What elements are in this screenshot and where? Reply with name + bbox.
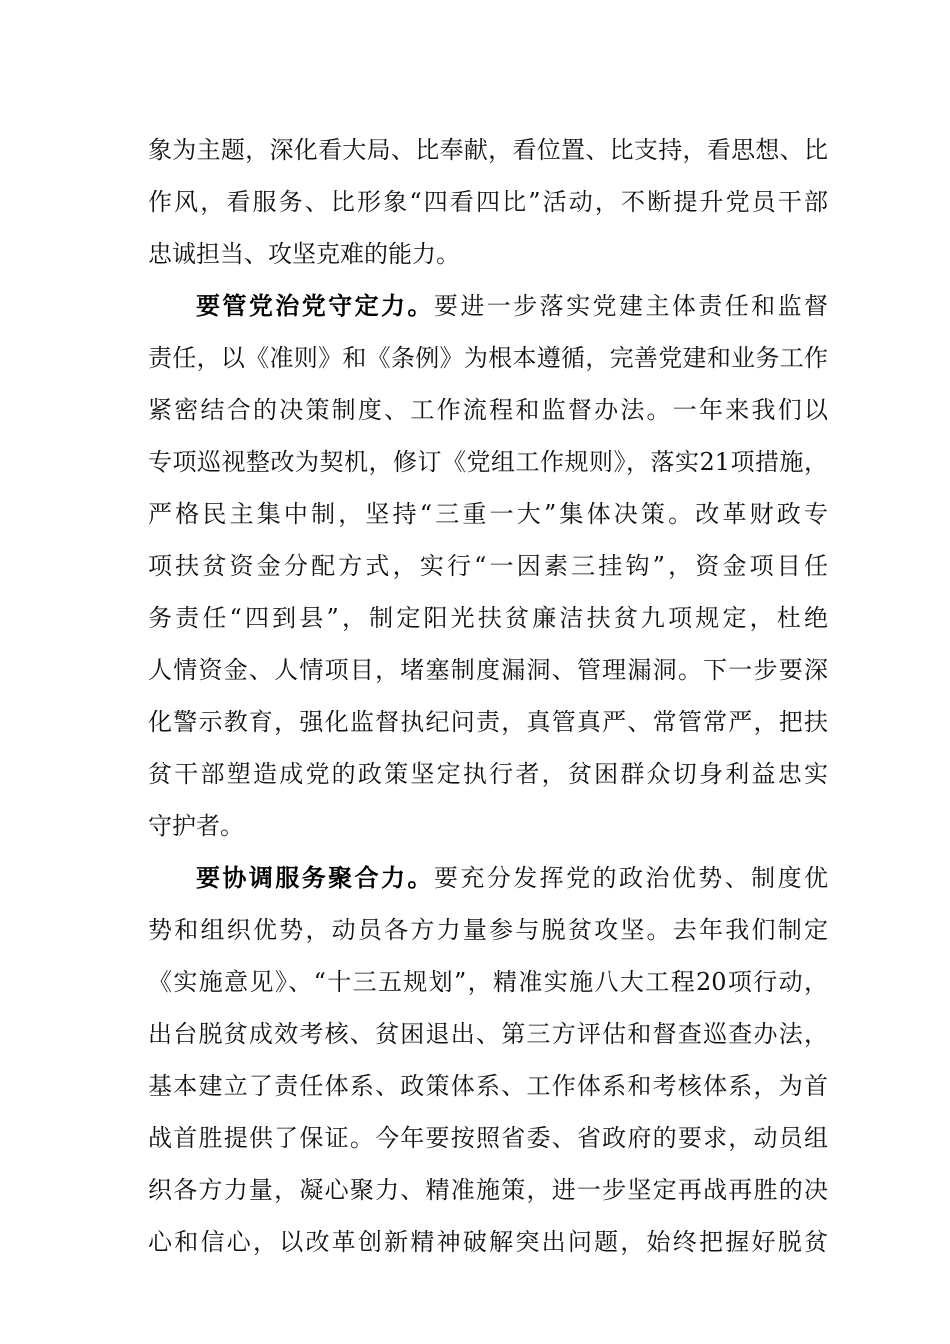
text-line: 人情资金、人情项目，堵塞制度漏洞、管理漏洞。下一步要深 bbox=[148, 656, 828, 684]
text-line: 出台脱贫成效考核、贫困退出、第三方评估和督查巡查办法， bbox=[148, 1020, 828, 1048]
text-run: 要充分发挥党的政治优势、制度优 bbox=[433, 864, 829, 892]
paragraph-first-line bbox=[196, 856, 828, 900]
text-line: 织各方力量，凝心聚力、精准施策，进一步坚定再战再胜的决 bbox=[148, 1176, 828, 1204]
text-line: 严格民主集中制，坚持“三重一大”集体决策。改革财政专 bbox=[148, 500, 828, 528]
text-line: 紧密结合的决策制度、工作流程和监督办法。一年来我们以 bbox=[148, 396, 828, 424]
text-line: 守护者。 bbox=[148, 812, 244, 840]
text-line: 作风，看服务、比形象“四看四比”活动，不断提升党员干部 bbox=[148, 188, 828, 216]
text-line: 心和信心，以改革创新精神破解突出问题，始终把握好脱贫 bbox=[148, 1228, 828, 1256]
text-line: 基本建立了责任体系、政策体系、工作体系和考核体系，为首 bbox=[148, 1072, 828, 1100]
text-line: 战首胜提供了保证。今年要按照省委、省政府的要求，动员组 bbox=[148, 1124, 828, 1152]
text-run: 要进一步落实党建主体责任和监督 bbox=[433, 292, 829, 320]
paragraph-heading: 要管党治党守定力。 bbox=[196, 291, 434, 320]
text-line: 项扶贫资金分配方式，实行“一因素三挂钩”，资金项目任 bbox=[148, 552, 828, 580]
paragraph-heading: 要协调服务聚合力。 bbox=[196, 863, 434, 892]
text-line: 《实施意见》、“十三五规划”，精准实施八大工程20项行动， bbox=[148, 968, 828, 996]
text-line: 专项巡视整改为契机，修订《党组工作规则》，落实21项措施， bbox=[148, 448, 828, 476]
text-line: 化警示教育，强化监督执纪问责，真管真严、常管常严，把扶 bbox=[148, 708, 828, 736]
text-line: 务责任“四到县”，制定阳光扶贫廉洁扶贫九项规定，杜绝 bbox=[148, 604, 828, 632]
text-line: 势和组织优势，动员各方力量参与脱贫攻坚。去年我们制定 bbox=[148, 916, 828, 944]
text-line: 责任，以《准则》和《条例》为根本遵循，完善党建和业务工作 bbox=[148, 344, 828, 372]
paragraph-first-line bbox=[196, 284, 828, 328]
text-line: 象为主题，深化看大局、比奉献，看位置、比支持，看思想、比 bbox=[148, 136, 828, 164]
text-line: 贫干部塑造成党的政策坚定执行者，贫困群众切身利益忠实 bbox=[148, 760, 828, 788]
text-line: 忠诚担当、攻坚克难的能力。 bbox=[148, 240, 460, 268]
